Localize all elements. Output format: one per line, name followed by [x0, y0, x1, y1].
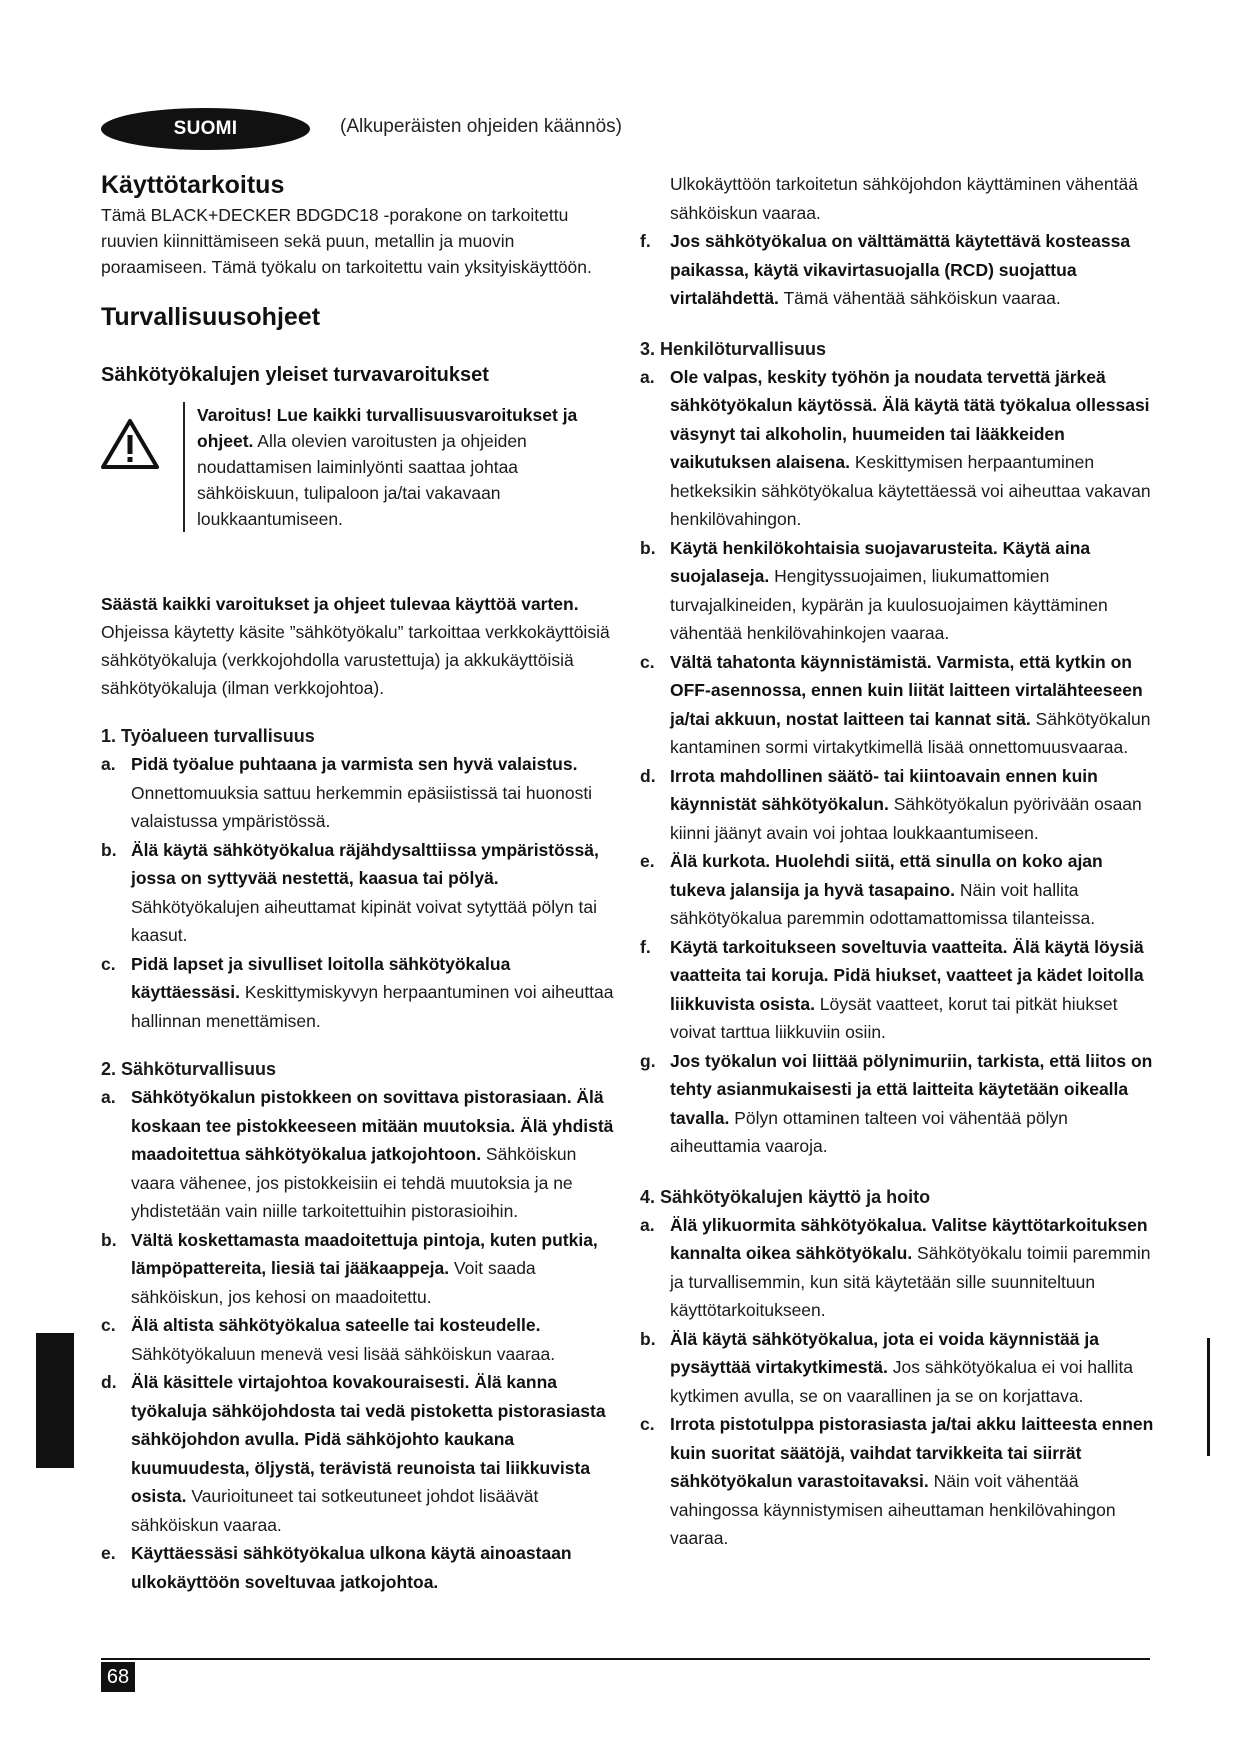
- language-badge: SUOMI: [101, 108, 310, 150]
- power-tool-definition: Ohjeissa käytetty käsite ”sähkötyökalu” tarkoittaa verkkokäyttöisiä sähkötyökaluja (verkkojohdolla varustettuja) ja akkukäyttöisiä sähkötyökaluja (ilman verkkojohtoa).: [101, 622, 610, 698]
- s2-item-a: a. Sähkötyökalun pistokkeen on sovittava pistorasiaan. Älä koskaan tee pistokkeeseen mitään muutoksia. Älä yhdistä maadoitettua sähkötyökalua jatkojohtoon. Sähköiskun vaara vähenee, jos pistokkeisiin ei tehdä muutoksia ja ne yhdistetään vain niille tarkoitettuihin pistorasioihin.: [101, 1087, 614, 1221]
- s4-item-a: a. Älä ylikuormita sähkötyökalua. Valitse käyttötarkoituksen kannalta oikea sähkötyökalu. Sähkötyökalu toimii paremmin ja turvallisemmin, kun sitä käytetään sille suunniteltuun käyttötarkoitukseen.: [640, 1214, 1151, 1320]
- warning-text: Varoitus! Lue kaikki turvallisuusvaroitukset ja ohjeet. Alla olevien varoitusten ja ohjeiden noudattamisen laiminlyönti saattaa johtaa sähköiskuun, tulipaloon ja/tai vakavaan loukkaantumiseen.: [197, 405, 578, 529]
- warning-divider: [183, 402, 185, 532]
- s3-item-a: a. Ole valpas, keskity työhön ja noudata tervettä järkeä sähkötyökalun käytössä. Älä käytä tätä työkalua ollessasi väsynyt tai alkoholin, huumeiden tai lääkkeiden vaikutuksen alaisena. Keskittymisen herpaantuminen hetkeksikin sähkötyökalua käytettäessä voi aiheuttaa vakavan henkilövahingon.: [640, 366, 1151, 529]
- intended-use-text: Tämä BLACK+DECKER BDGDC18 -porakone on tarkoitettu ruuvien kiinnittämiseen sekä puun, metallin ja muovin poraamiseen. Tämä työkalu on tarkoitettu vain yksityiskäyttöön.: [101, 205, 592, 277]
- margin-mark: [1207, 1338, 1210, 1456]
- page-number: 68: [101, 1662, 135, 1692]
- s3-item-e: e. Älä kurkota. Huolehdi siitä, että sinulla on koko ajan tukeva jalansija ja hyvä tasapaino. Näin voit hallita sähkötyökalua paremmin odottamattomissa tilanteissa.: [640, 851, 1103, 928]
- general-warnings-heading: Sähkötyökalujen yleiset turvavaroitukset: [101, 364, 489, 386]
- section-2-title: 2. Sähköturvallisuus: [101, 1059, 277, 1079]
- section-1-title: 1. Työalueen turvallisuus: [101, 726, 315, 746]
- section-4-title: 4. Sähkötyökalujen käyttö ja hoito: [640, 1186, 931, 1207]
- footer-rule: [101, 1658, 1150, 1660]
- save-instructions: Säästä kaikki varoitukset ja ohjeet tulevaa käyttöä varten.: [101, 594, 579, 614]
- s1-item-c: c. Pidä lapset ja sivulliset loitolla sähkötyökalua käyttäessäsi. Keskittymiskyvyn herpaantuminen voi aiheuttaa hallinnan menettämisen.: [101, 953, 614, 1031]
- translation-note: (Alkuperäisten ohjeiden käännös): [340, 116, 623, 137]
- s4-item-b: b. Älä käytä sähkötyökalua, jota ei voida käynnistää ja pysäyttää virtakytkimestä. Jos sähkötyökalua ei voi hallita kytkimen avulla, se on vaarallinen ja se on korjattava.: [640, 1328, 1134, 1406]
- s3-item-d: d. Irrota mahdollinen säätö- tai kiintoavain ennen kuin käynnistät sähkötyökalun. Sähkötyökalun pyörivään osaan kiinni jäänyt avain voi johtaa loukkaantumiseen.: [640, 765, 1142, 843]
- s3-item-c: c. Vältä tahatonta käynnistämistä. Varmista, että kytkin on OFF-asennossa, ennen kuin liität laitteen virtalähteeseen ja/tai akkuun, nostat laitteen tai kannat sitä. Sähkötyökalun kantaminen sormi virtakytkimellä lisää onnettomuusvaaraa.: [640, 651, 1151, 757]
- s2-item-f: f. Jos sähkötyökalua on välttämättä käytettävä kosteassa paikassa, käytä vikavirtasuojalla (RCD) suojattua virtalähdettä. Tämä vähentää sähköiskun vaaraa.: [640, 231, 1131, 308]
- s1-item-a: a. Pidä työalue puhtaana ja varmista sen hyvä valaistus. Onnettomuuksia sattuu herkemmin epäsiistissä tai huonosti valaistussa ympäristössä.: [101, 754, 593, 831]
- s2-item-c: c. Älä altista sähkötyökalua sateelle tai kosteudelle. Sähkötyökaluun menevä vesi lisää sähköiskun vaaraa.: [101, 1315, 556, 1364]
- s3-item-g: g. Jos työkalun voi liittää pölynimuriin, tarkista, että liitos on tehty asianmukaisesti ja että laitteita käytetään oikealla tavalla. Pölyn ottaminen talteen voi vähentää pölyn aiheuttamia vaaroja.: [640, 1050, 1153, 1156]
- s2-item-d: d. Älä käsittele virtajohtoa kovakouraisesti. Älä kanna työkaluja sähköjohdosta tai vedä pistoketta pistorasiasta sähköjohdon avulla. Pidä sähköjohto kaukana kuumuudesta, öljystä, terävistä reunoista tai liikkuvista osista. Vaurioituneet tai sotkeutuneet johdot lisäävät sähköiskun vaaraa.: [101, 1372, 606, 1535]
- left-column: [101, 170, 616, 1596]
- s2-item-e: e. Käyttäessäsi sähkötyökalua ulkona käytä ainoastaan ulkokäyttöön soveltuvaa jatkojohtoa.: [101, 1543, 572, 1592]
- section-3-title: 3. Henkilöturvallisuus: [640, 338, 827, 359]
- s4-item-c: c. Irrota pistotulppa pistorasiasta ja/tai akku laitteesta ennen kuin suoritat säätöjä, vaihdat tarvikkeita tai siirrät sähkötyökalun varastoitavaksi. Näin voit vähentää vahingossa käynnistymisen aiheuttaman henkilövahingon vaaraa.: [640, 1414, 1154, 1548]
- s3-item-f: f. Käytä tarkoitukseen soveltuvia vaatteita. Älä käytä löysiä vaatteita tai koruja. Pidä hiukset, vaatteet ja kädet loitolla liikkuvista osista. Löysät vaatteet, korut tai pitkät hiukset voivat tarttua liikkuviin osiin.: [640, 936, 1144, 1042]
- language-side-tab: [36, 1333, 74, 1468]
- safety-heading: Turvallisuusohjeet: [101, 303, 321, 331]
- warning-box: [101, 402, 616, 532]
- s2-item-e-continued: Ulkokäyttöön tarkoitetun sähköjohdon käyttäminen vähentää sähköiskun vaaraa.: [670, 174, 1138, 223]
- intended-use-heading: Käyttötarkoitus: [101, 171, 285, 199]
- s2-item-b: b. Vältä koskettamasta maadoitettuja pintoja, kuten putkia, lämpöpattereita, liesiä tai jääkaappeja. Voit saada sähköiskun, jos kehosi on maadoitettu.: [101, 1229, 598, 1307]
- warning-triangle-icon: [101, 402, 183, 532]
- s3-item-b: b. Käytä henkilökohtaisia suojavarusteita. Käytä aina suojalaseja. Hengityssuojaimen, liukumattomien turvajalkineiden, kypärän ja kuulosuojaimen käyttäminen vähentää henkilövahinkojen vaaraa.: [640, 537, 1108, 643]
- s1-item-b: b. Älä käytä sähkötyökalua räjähdysalttiissa ympäristössä, jossa on syttyvää nestettä, kaasua tai pölyä. Sähkötyökalujen aiheuttamat kipinät voivat sytyttää pölyn tai kaasut.: [101, 839, 599, 945]
- right-column: [640, 170, 1160, 1553]
